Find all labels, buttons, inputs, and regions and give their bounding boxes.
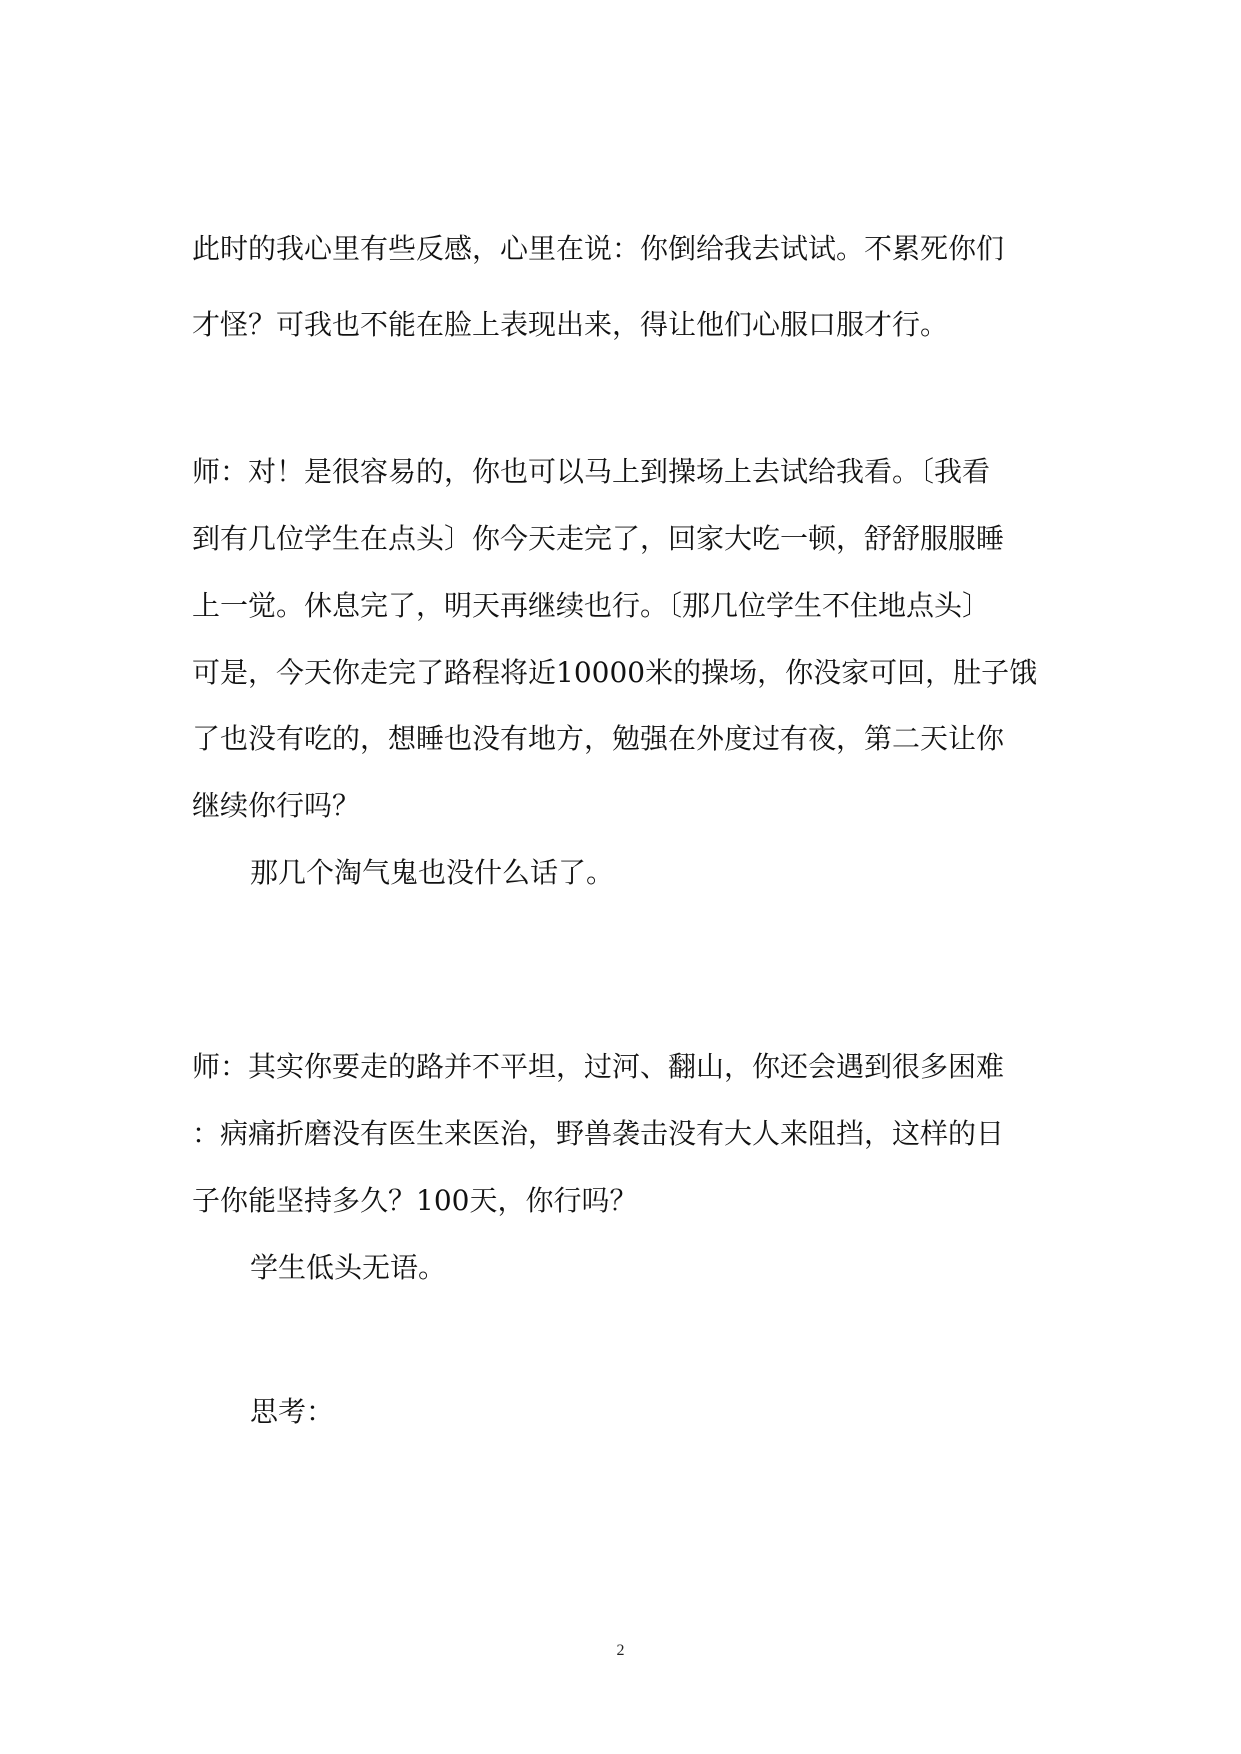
text-line: 子你能坚持多久？100天，你行吗？ xyxy=(192,1184,638,1217)
page-number: 2 xyxy=(616,1642,625,1659)
text-line: 那几个淘气鬼也没什么话了。 xyxy=(250,856,615,889)
text-line: 可是，今天你走完了路程将近10000米的操场，你没家可回，肚子饿 xyxy=(192,656,1038,689)
text-line: 此时的我心里有些反感，心里在说：你倒给我去试试。不累死你们 xyxy=(192,232,1005,265)
text-line: 上一觉。休息完了，明天再继续也行。〔那几位学生不住地点头〕 xyxy=(192,589,991,622)
text-line: 思考： xyxy=(250,1395,335,1428)
text-line: 才怪？可我也不能在脸上表现出来，得让他们心服口服才行。 xyxy=(192,308,949,341)
text-line: 师：对！是很容易的，你也可以马上到操场上去试给我看。〔我看 xyxy=(192,455,991,488)
text-line: 到有几位学生在点头〕你今天走完了，回家大吃一顿，舒舒服服睡 xyxy=(192,522,1005,555)
text-line: 继续你行吗？ xyxy=(192,789,361,822)
text-line: ：病痛折磨没有医生来医治，野兽袭击没有大人来阻挡，这样的日 xyxy=(192,1117,1005,1150)
text-line: 了也没有吃的，想睡也没有地方，勉强在外度过有夜，第二天让你 xyxy=(192,722,1005,755)
text-line: 学生低头无语。 xyxy=(250,1251,447,1284)
text-line: 师：其实你要走的路并不平坦，过河、翻山，你还会遇到很多困难 xyxy=(192,1050,1005,1083)
